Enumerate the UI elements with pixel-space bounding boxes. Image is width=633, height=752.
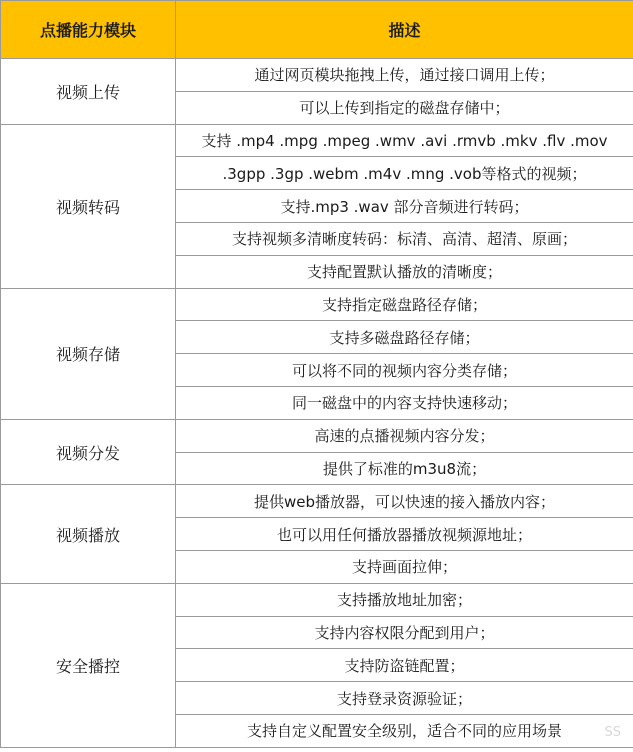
- table-row: [1, 419, 633, 452]
- description-cell: 提供web播放器，可以快速的接入播放内容；: [176, 485, 633, 518]
- header-description: 描述: [176, 1, 633, 59]
- description-cell: 同一磁盘中的内容支持快速移动；: [176, 386, 633, 419]
- table-body: [1, 59, 633, 748]
- table-row: [1, 583, 633, 616]
- description-cell: 可以上传到指定的磁盘存储中；: [176, 91, 633, 124]
- description-cell: 高速的点播视频内容分发；: [176, 419, 633, 452]
- module-cell: 视频上传: [1, 59, 176, 125]
- table-row: [1, 124, 633, 157]
- description-cell: 支持播放地址加密；: [176, 583, 633, 616]
- description-cell: 支持防盗链配置；: [176, 649, 633, 682]
- description-cell: 支持配置默认播放的清晰度；: [176, 255, 633, 288]
- description-cell: 可以将不同的视频内容分类存储；: [176, 354, 633, 387]
- header-module: 点播能力模块: [1, 1, 176, 59]
- description-cell: 支持指定磁盘路径存储；: [176, 288, 633, 321]
- description-cell: 通过网页模块拖拽上传，通过接口调用上传；: [176, 59, 633, 92]
- watermark: SS: [604, 725, 621, 740]
- table-row: [1, 288, 633, 321]
- description-cell: 支持多磁盘路径存储；: [176, 321, 633, 354]
- description-cell: .3gpp .3gp .webm .m4v .mng .vob等格式的视频；: [176, 157, 633, 190]
- description-cell: 提供了标准的m3u8流；: [176, 452, 633, 485]
- description-cell: 支持内容权限分配到用户；: [176, 616, 633, 649]
- description-cell: 支持 .mp4 .mpg .mpeg .wmv .avi .rmvb .mkv .flv .mov: [176, 124, 633, 157]
- description-cell: 支持视频多清晰度转码：标清、高清、超清、原画；: [176, 222, 633, 255]
- description-cell: 支持登录资源验证；: [176, 682, 633, 715]
- description-cell: 支持自定义配置安全级别，适合不同的应用场景: [176, 714, 633, 747]
- table-row: [1, 59, 633, 92]
- description-cell: 支持.mp3 .wav 部分音频进行转码；: [176, 190, 633, 223]
- description-cell: 支持画面拉伸；: [176, 550, 633, 583]
- module-cell: 视频分发: [1, 419, 176, 485]
- module-cell: 视频存储: [1, 288, 176, 419]
- module-cell: 安全播控: [1, 583, 176, 747]
- module-cell: 视频转码: [1, 124, 176, 288]
- table-row: [1, 485, 633, 518]
- header-row: [1, 1, 633, 59]
- module-cell: 视频播放: [1, 485, 176, 583]
- description-cell: 也可以用任何播放器播放视频源地址；: [176, 518, 633, 551]
